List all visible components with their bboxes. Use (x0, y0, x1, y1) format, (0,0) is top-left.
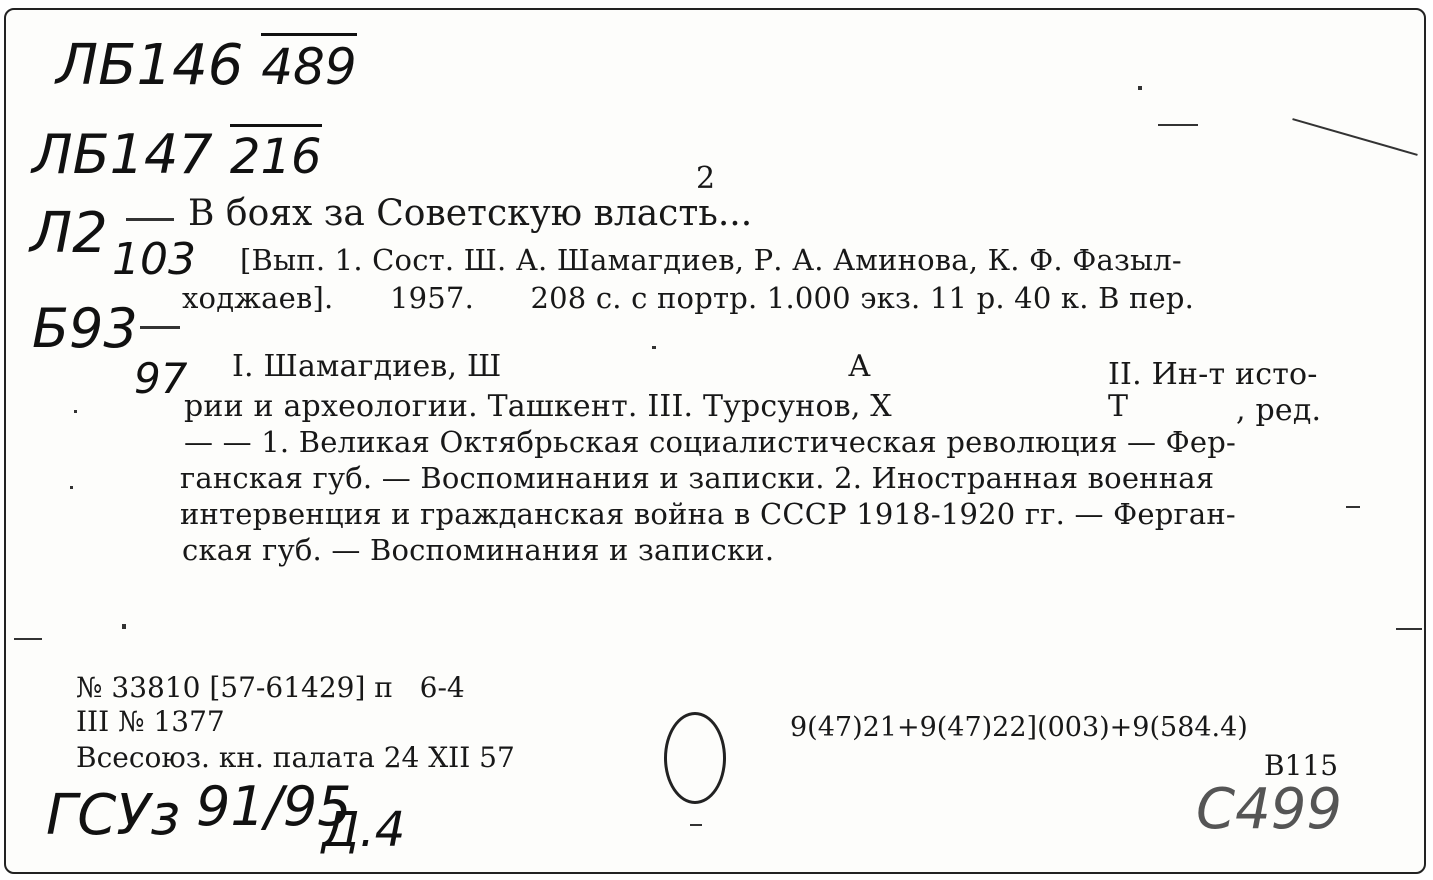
handwritten-note-d: Д.4 (322, 802, 406, 858)
handwritten-call-number-1-main: ЛБ146 (56, 33, 244, 98)
card-line-1: [Вып. 1. Сост. Ш. А. Шамагдиев, Р. А. Аминова, К. Ф. Фазыл- (240, 243, 1182, 277)
oval-stamp (664, 712, 726, 804)
card-line-5: — — 1. Великая Октябрьская социалистическая революция — Фер- (184, 425, 1237, 459)
handwritten-call-number-2-sub: 216 (230, 124, 322, 185)
card-line-7: интервенция и гражданская война в СССР 1918-1920 гг. — Ферган- (180, 497, 1236, 531)
handwritten-call-number-4-sub: 97 (134, 354, 188, 403)
handwritten-note-gsu: ГСУз (46, 783, 181, 848)
card-line-6: ганская губ. — Воспоминания и записки. 2. Иностранная военная (180, 461, 1215, 495)
scan-mark (1138, 86, 1142, 90)
scan-mark (14, 638, 42, 640)
handwritten-dash (140, 326, 180, 329)
page-number: 2 (696, 161, 716, 196)
scan-mark (70, 486, 73, 489)
scan-mark (1396, 628, 1422, 630)
classification-index: 9(47)21+9(47)22](003)+9(584.4) (790, 712, 1248, 743)
scan-mark (690, 824, 702, 826)
scan-mark (1346, 506, 1360, 508)
card-line-4-initial: Т (1108, 389, 1129, 424)
handwritten-call-number-2 (32, 123, 322, 186)
handwritten-call-number-2-main: ЛБ147 (32, 123, 213, 186)
scan-mark (652, 346, 656, 349)
handwritten-call-number-1 (56, 33, 357, 98)
card-footer-line-3: Всесоюз. кн. палата 24 XII 57 (76, 741, 515, 774)
card-entry-1: I. Шамагдиев, Ш (232, 349, 502, 384)
handwritten-call-number-3-main: Л2 (30, 201, 108, 266)
handwritten-note-fraction: 91/95 (196, 775, 352, 838)
handwritten-note-right: С499 (1196, 777, 1342, 842)
card-line-2: ходжаев]. 1957. 208 с. с портр. 1.000 экз. 11 р. 40 к. В пер. (182, 281, 1195, 315)
handwritten-call-number-4-main: Б93 (32, 297, 138, 360)
card-entry-2: II. Ин-т исто- (1108, 357, 1318, 392)
card-line-4: рии и археологии. Ташкент. III. Турсунов, Х (184, 389, 892, 424)
card-entry-1-initial: А (848, 349, 871, 384)
card-line-4-end: , ред. (1236, 393, 1322, 428)
card-footer-line-2: III № 1377 (76, 705, 225, 738)
card-line-8: ская губ. — Воспоминания и записки. (182, 533, 775, 567)
scan-mark (122, 624, 126, 629)
handwritten-dash (126, 218, 174, 221)
classification-code: В115 (1264, 749, 1339, 782)
card-footer-line-1: № 33810 [57-61429] п 6-4 (76, 671, 465, 704)
card-title: В боях за Советскую власть... (188, 193, 753, 234)
scan-mark (74, 410, 77, 413)
scan-mark (1158, 124, 1198, 126)
handwritten-call-number-1-sub: 489 (261, 33, 356, 96)
handwritten-call-number-3-sub: 103 (112, 234, 196, 285)
